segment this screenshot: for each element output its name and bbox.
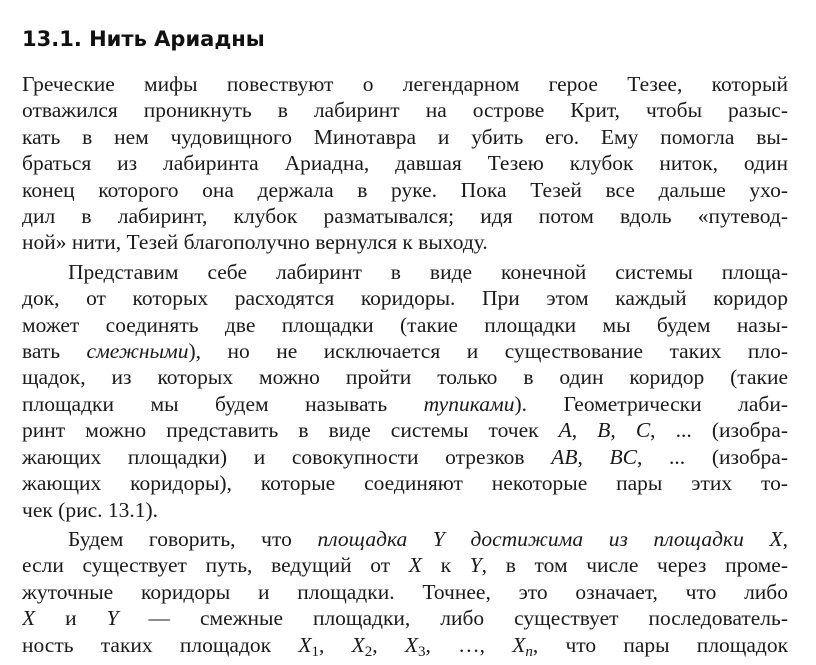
term-dead-end: тупиками — [423, 391, 515, 416]
text-run: , …, — [425, 632, 513, 657]
text-line — [22, 391, 788, 417]
text-run: , что пары площадок — [532, 632, 788, 657]
paragraph-ariadne-myth — [22, 71, 794, 256]
text-line: Представим себе лабиринт в виде конечной системы площа- — [68, 259, 788, 284]
math-subscript: 2 — [364, 643, 373, 660]
text-line — [22, 526, 788, 552]
section-number: 13.1. — [22, 27, 82, 51]
text-run: и — [35, 606, 107, 631]
text-line: жуточные коридоры и площадки. Точнее, это означает, что либо — [22, 579, 788, 604]
text-line: дил в лабиринт, клубок разматывался; идя потом вдоль «путевод- — [22, 204, 788, 229]
term-reachable: площадка Y достижима из площадки X — [317, 526, 783, 551]
text-run: ). Геометрически лаби- — [514, 391, 788, 416]
math-point: C — [635, 418, 651, 443]
text-run: , — [782, 526, 788, 551]
text-line — [22, 338, 788, 364]
text-run: , — [610, 418, 636, 443]
text-run: если существует путь, ведущий от — [22, 553, 409, 578]
text-line: кать в нем чудовищного Минотавра и убить его. Ему помогла вы- — [22, 124, 788, 149]
text-line — [22, 552, 788, 578]
term-adjacent: смежными — [86, 339, 189, 364]
text-run: , в том числе через проме- — [481, 553, 788, 578]
text-line: ной» нити, Тезей благополучно вернулся к выходу. — [22, 230, 488, 255]
math-var: Y — [106, 606, 119, 631]
text-line: конец которого она держала в руке. Пока Тезей все дальше ухо- — [22, 177, 788, 202]
text-run: , ... (изобра- — [650, 418, 788, 443]
math-var: X — [408, 553, 422, 578]
text-line: жающих коридоры), которые соединяют некоторые пары этих то- — [22, 471, 788, 496]
text-run: , — [577, 444, 610, 469]
math-var: X — [22, 606, 36, 631]
math-subscript: 3 — [417, 643, 426, 660]
math-var: Y — [469, 553, 482, 578]
math-point: A — [558, 418, 572, 443]
text-run: , — [318, 632, 352, 657]
paragraph-labyrinth-model — [22, 259, 794, 523]
math-subscript: n — [525, 643, 533, 660]
text-line: Греческие мифы повествуют о легендарном герое Тезее, который — [22, 72, 788, 96]
text-line: щадок, из которых можно пройти только в один коридор (такие — [22, 365, 788, 390]
text-line — [22, 417, 788, 443]
text-line — [22, 605, 788, 631]
text-line — [22, 632, 788, 665]
math-segment: BC — [609, 444, 638, 469]
text-run: , — [372, 632, 405, 657]
text-run: ность таких площадок — [22, 632, 299, 657]
math-point: B — [597, 418, 611, 443]
text-line: чек (рис. 13.1). — [22, 497, 159, 522]
paragraph-reachability — [22, 526, 794, 665]
text-run: Будем говорить, что — [68, 526, 318, 551]
math-var: X — [351, 632, 365, 657]
text-run: ), но не исключается и существование таких пло- — [188, 339, 788, 364]
text-run: площадки мы будем называть — [22, 391, 424, 416]
text-run: , ... (изобра- — [637, 444, 788, 469]
section-title-text: Нить Ариадны — [89, 27, 265, 51]
text-line: может соединять две площадки (такие площадки мы будем назы- — [22, 312, 788, 337]
section-heading — [22, 24, 794, 54]
text-run: — смежные площадки, либо существует последователь- — [118, 606, 788, 631]
text-line — [22, 444, 788, 470]
text-run: вать — [22, 339, 87, 364]
text-run: к — [421, 553, 470, 578]
math-subscript: 1 — [311, 643, 319, 660]
math-var: X — [404, 632, 418, 657]
math-var: X — [512, 632, 526, 657]
text-line: док, от которых расходятся коридоры. При этом каждый коридор — [22, 286, 788, 311]
text-line: браться из лабиринта Ариадна, давшая Тезею клубок ниток, один — [22, 151, 788, 176]
text-run: ринт можно представить в виде системы точек — [22, 418, 559, 443]
math-var: X — [298, 632, 312, 657]
math-segment: AB — [551, 444, 578, 469]
text-run: жающих площадки) и совокупности отрезков — [22, 444, 552, 469]
text-run: , — [571, 418, 598, 443]
text-line: отважился проникнуть в лабиринт на острове Крит, чтобы разыс- — [22, 98, 788, 123]
